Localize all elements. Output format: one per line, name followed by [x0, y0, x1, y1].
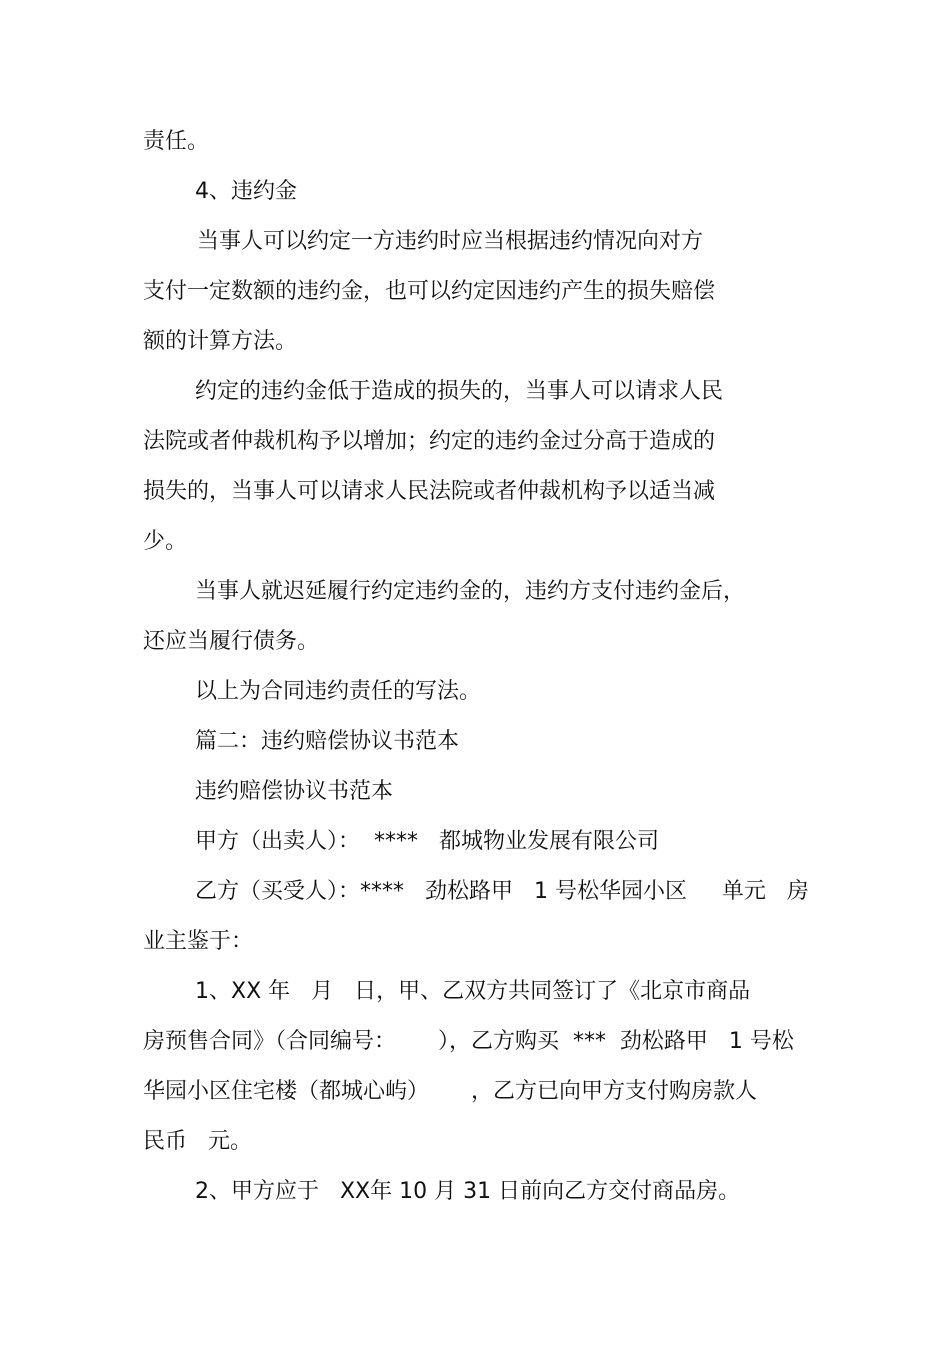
text-line: 责任。 — [143, 129, 210, 154]
clause-line: 2、甲方应于 XX年 10 月 31 日前向乙方交付商品房。 — [195, 1179, 741, 1204]
text-line: 以上为合同违约责任的写法。 — [195, 679, 482, 704]
text-line: 华园小区住宅楼（都城心屿） ，乙方已向甲方支付购房款人 — [143, 1079, 757, 1104]
text-line: 约定的违约金低于造成的损失的，当事人可以请求人民 — [195, 379, 724, 404]
text-line: 民币 元。 — [143, 1129, 252, 1154]
section-heading: 篇二：违约赔偿协议书范本 — [195, 729, 460, 754]
text-line: 法院或者仲裁机构予以增加；约定的违约金过分高于造成的 — [143, 429, 716, 454]
text-line: 损失的，当事人可以请求人民法院或者仲裁机构予以适当减 — [143, 479, 716, 504]
text-line: 业主鉴于： — [143, 929, 254, 954]
text-line: 当事人可以约定一方违约时应当根据违约情况向对方 — [197, 229, 704, 254]
section-heading: 4、违约金 — [195, 179, 297, 204]
party-a-line: 甲方（出卖人）： **** 都城物业发展有限公司 — [195, 829, 659, 854]
document-title: 违约赔偿协议书范本 — [195, 779, 394, 804]
text-line: 支付一定数额的违约金，也可以约定因违约产生的损失赔偿 — [143, 279, 716, 304]
clause-line: 1、XX 年 月 日，甲、乙双方共同签订了《北京市商品 — [195, 979, 751, 1004]
text-line: 还应当履行债务。 — [143, 629, 320, 654]
text-line: 额的计算方法。 — [143, 329, 298, 354]
party-b-line: 乙方（买受人）：**** 劲松路甲 1 号松华园小区 单元 房 — [195, 879, 809, 904]
text-line: 房预售合同》（合同编号： ），乙方购买 *** 劲松路甲 1 号松 — [143, 1029, 794, 1054]
text-line: 少。 — [143, 529, 188, 554]
text-line: 当事人就迟延履行约定违约金的，违约方支付违约金后， — [195, 579, 746, 604]
